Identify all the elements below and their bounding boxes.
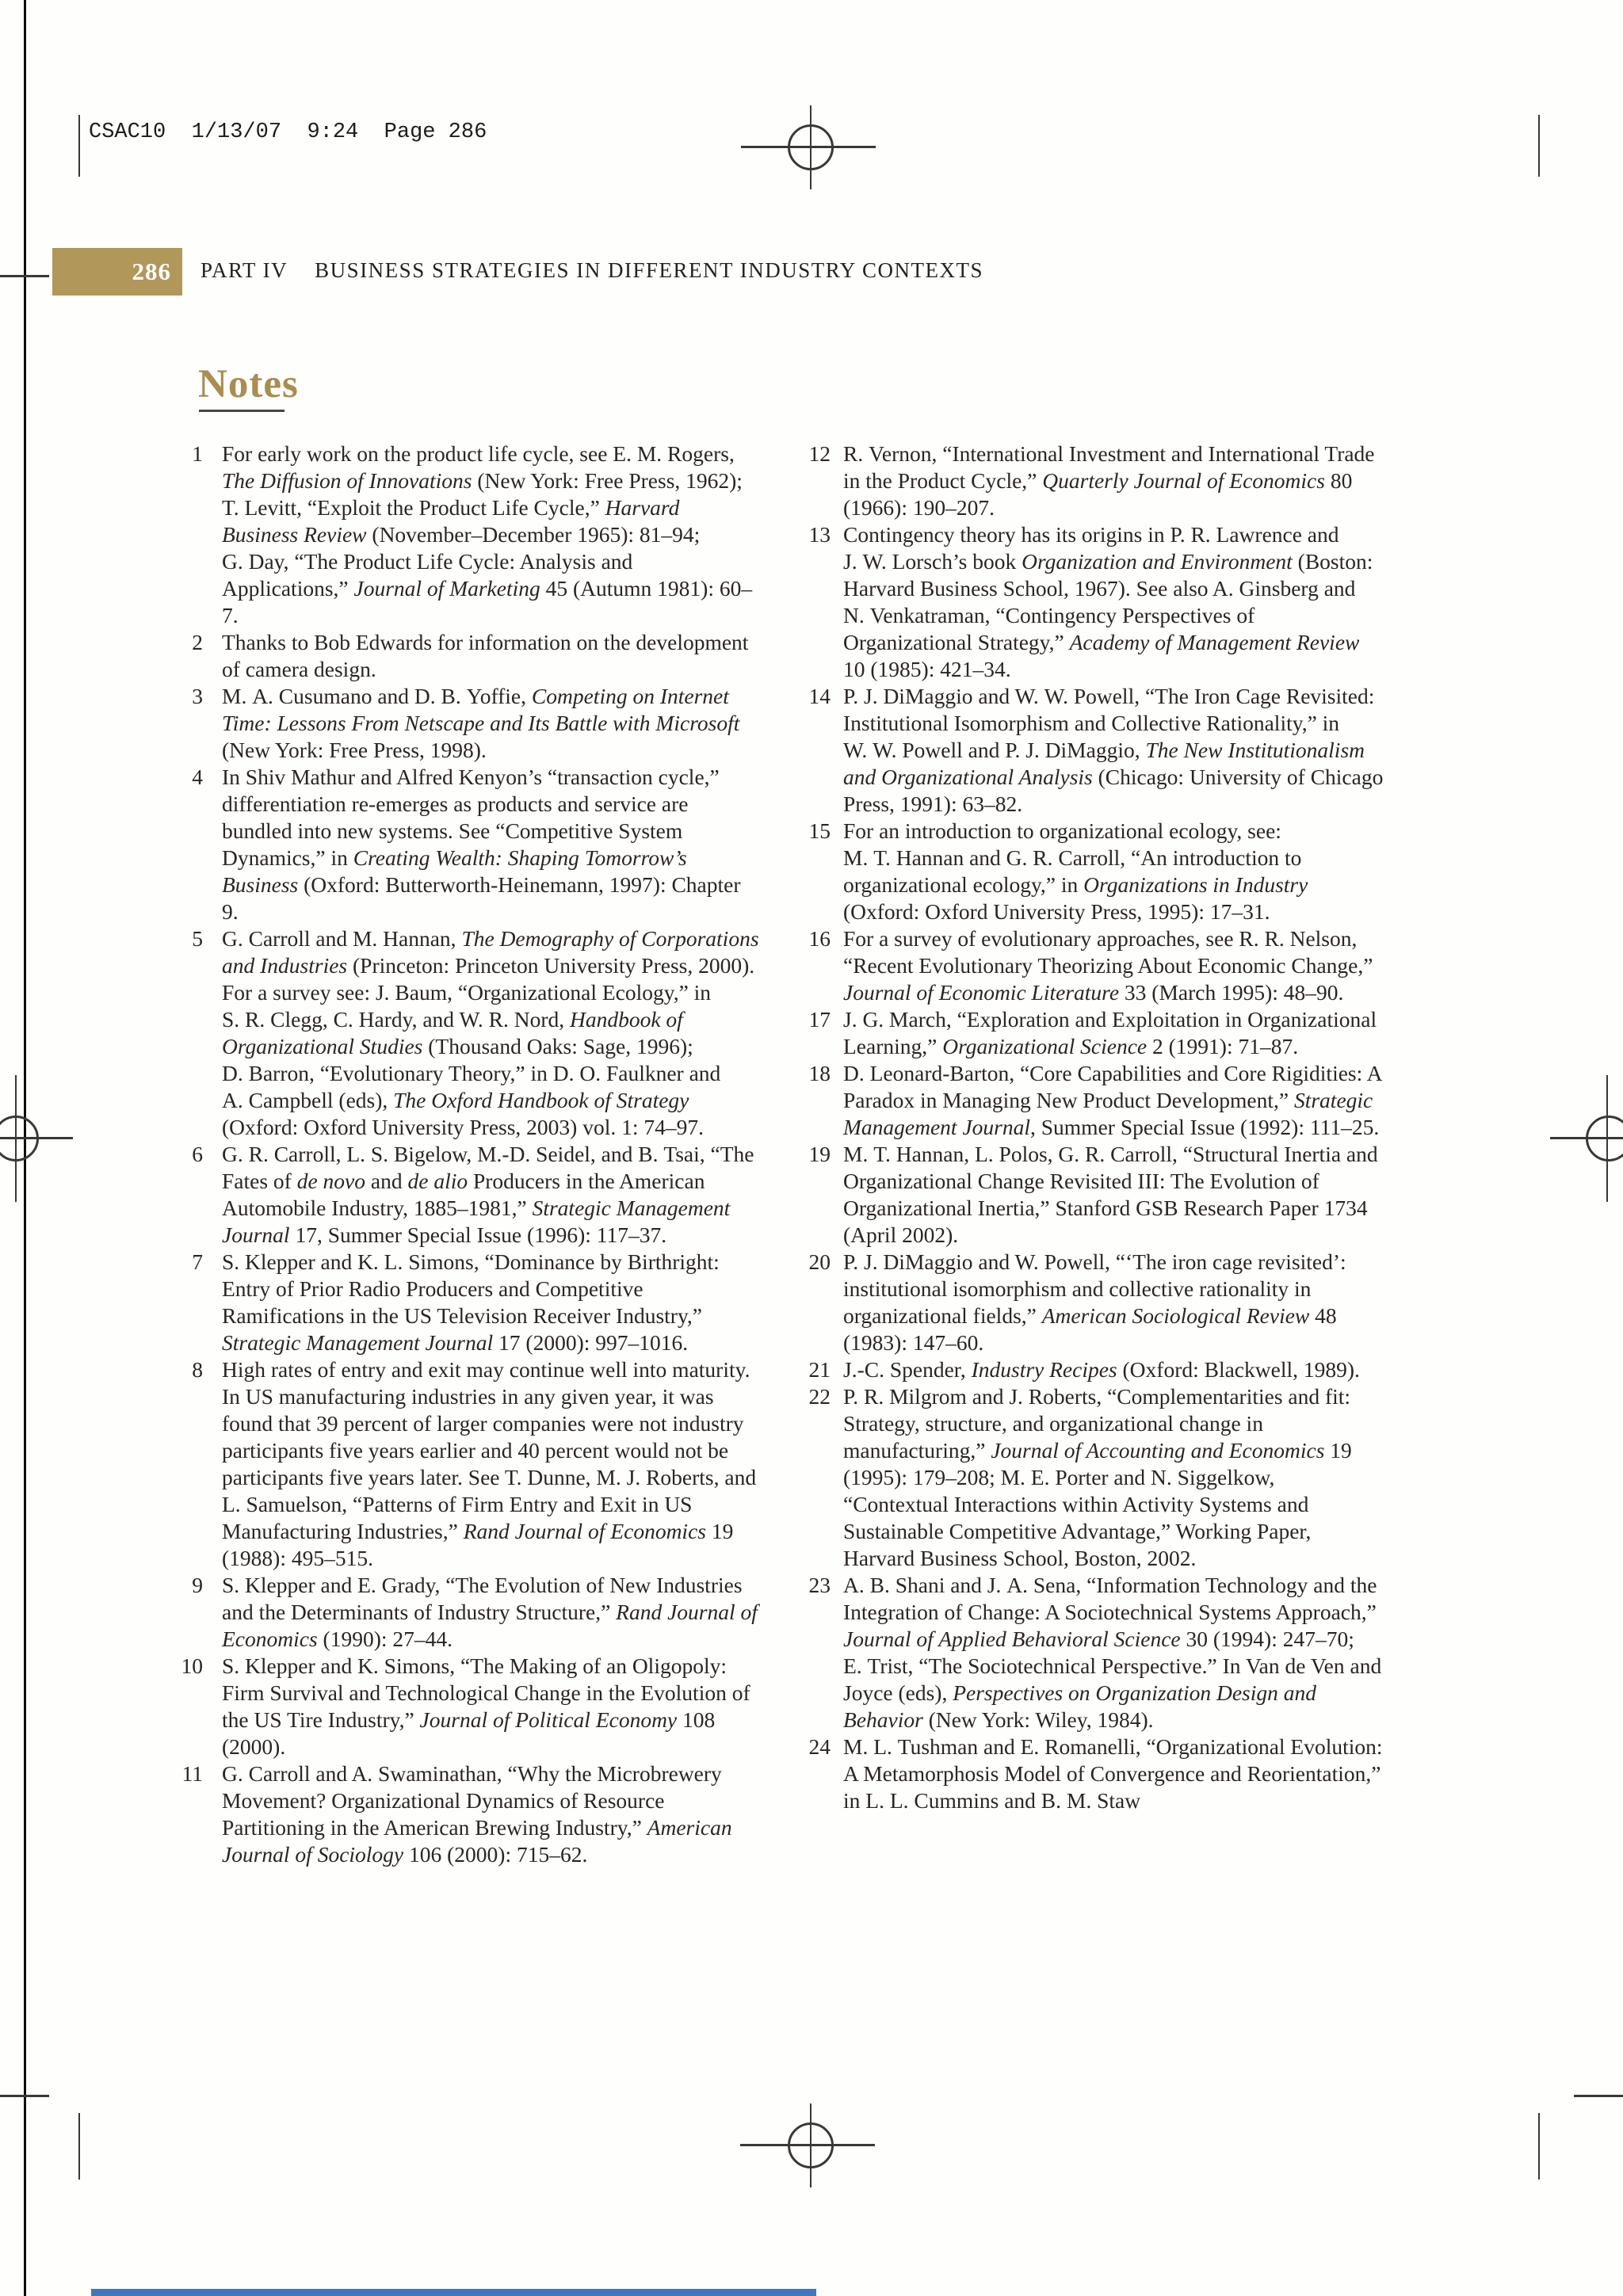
note-number: 3 [192,684,203,708]
bottom-scan-bar [91,2289,816,2296]
page-number-badge [52,248,182,296]
note-text: P. J. DiMaggio and W. W. Powell, “The Iron Cage Revisited: Institutional Isomorphism and Collective Rationality,” in W. W. Powell and P. J. DiMaggio, The New Institutionalism and Organizational Analysis (Chicago: University of Chicago Press, 1991): 63–82. [843,684,1384,816]
note-text: Thanks to Bob Edwards for information on the development of camera design. [222,630,749,681]
note-text: For a survey of evolutionary approaches, see R. R. Nelson, “Recent Evolutionary Theorizing About Economic Change,” Journal of Economic Literature 33 (March 1995): 48–90. [843,926,1373,1005]
section-title: Notes [198,362,299,406]
note-number: 21 [808,1357,831,1382]
notes-column-right [796,441,1385,1814]
note-item [796,683,1385,818]
note-item [168,1356,761,1572]
note-number: 20 [808,1249,831,1274]
notes-column-left [168,441,761,1868]
trim-tick-bottom-right [1574,2095,1623,2097]
note-text: R. Vernon, “International Investment and International Trade in the Product Cycle,” Quarterly Journal of Economics 80 (1966): 190–207. [843,441,1375,520]
note-item [168,629,761,683]
note-item [168,683,761,764]
note-item [796,1383,1385,1572]
note-number: 22 [808,1384,831,1409]
crop-mark-bottom-right [1538,2113,1540,2180]
note-item [796,1249,1385,1356]
note-item [168,1653,761,1760]
printer-slug: CSAC10 1/13/07 9:24 Page 286 [89,120,487,144]
note-number: 5 [192,926,203,951]
note-number: 18 [808,1061,831,1085]
note-text: M. A. Cusumano and D. B. Yoffie, Competing on Internet Time: Lessons From Netscape and Its Battle with Microsoft (New York: Free Press, 1998). [222,684,740,762]
note-text: For early work on the product life cycle, see E. M. Rogers, The Diffusion of Innovations (New York: Free Press, 1962); T. Levitt, “Exploit the Product Life Cycle,” Harvard Business Review (November–December 1965): 81–94; G. Day, “The Product Life Cycle: Analysis and Applications,” Journal of Marketing 45 (Autumn 1981): 60–7. [222,441,753,627]
crop-mark-top-left [78,115,80,177]
note-text: S. Klepper and K. Simons, “The Making of an Oligopoly: Firm Survival and Technological Change in the Evolution of the US Tire Industry,” Journal of Political Economy 108 (2000). [222,1653,750,1759]
note-number: 10 [181,1653,203,1678]
note-text: G. Carroll and A. Swaminathan, “Why the Microbrewery Movement? Organizational Dynamics of Resource Partitioning in the American Brewing Industry,” American Journal of Sociology 106 (2000): 715–62. [222,1761,732,1867]
note-number: 17 [808,1007,831,1032]
note-text: Contingency theory has its origins in P. R. Lawrence and J. W. Lorsch’s book Organization and Environment (Boston: Harvard Business School, 1967). See also A. Ginsberg and N. Venkatraman, “Contingency Perspectives of Organizational Strategy,” Academy of Management Review 10 (1985): 421–34. [843,522,1373,681]
note-text: S. Klepper and K. L. Simons, “Dominance by Birthright: Entry of Prior Radio Producers and Competitive Ramifications in the US Television Receiver Industry,” Strategic Management Journal 17 (2000): 997–1016. [222,1249,720,1355]
note-text: G. Carroll and M. Hannan, The Demography of Corporations and Industries (Princeton: Princeton University Press, 2000). For a survey see: J. Baum, “Organizational Ecology,” in S. R. Clegg, C. Hardy, and W. R. Nord, Handbook of Organizational Studies (Thousand Oaks: Sage, 1996); D. Barron, “Evolutionary Theory,” in D. O. Faulkner and A. Campbell (eds), The Oxford Handbook of Strategy (Oxford: Oxford University Press, 2003) vol. 1: 74–97. [222,926,759,1139]
note-item [796,1733,1385,1814]
section-title-rule [199,410,285,412]
note-text: D. Leonard-Barton, “Core Capabilities and Core Rigidities: A Paradox in Managing New Product Development,” Strategic Management Journal, Summer Special Issue (1992): 111–25. [843,1061,1381,1139]
page-number: 286 [132,257,171,285]
note-number: 2 [192,630,203,654]
note-text: A. B. Shani and J. A. Sena, “Information Technology and the Integration of Change: A Sociotechnical Systems Approach,” Journal of Applied Behavioral Science 30 (1994): 247–70; E. Trist, “The Sociotechnical Perspective.” In Van de Ven and Joyce (eds), Perspectives on Organization Design and Behavior (New York: Wiley, 1984). [843,1573,1382,1732]
note-number: 6 [192,1142,203,1166]
note-item [796,521,1385,683]
crop-mark-bottom-left [78,2113,80,2180]
note-item [796,1060,1385,1141]
crop-mark-top-right [1538,115,1540,177]
note-item [168,1572,761,1653]
note-number: 7 [192,1249,203,1274]
note-text: G. R. Carroll, L. S. Bigelow, M.-D. Seidel, and B. Tsai, “The Fates of de novo and de alio Producers in the American Automobile Industry, 1885–1981,” Strategic Management Journal 17, Summer Special Issue (1996): 117–37. [222,1142,754,1247]
note-text: J. G. March, “Exploration and Exploitation in Organizational Learning,” Organizational Science 2 (1991): 71–87. [843,1007,1377,1058]
note-number: 11 [181,1761,203,1786]
trim-tick-top-left [0,275,49,277]
note-number: 15 [808,818,831,843]
part-label: PART IV [200,258,288,282]
note-text: P. R. Milgrom and J. Roberts, “Complementarities and fit: Strategy, structure, and organizational change in manufacturing,” Journal of Accounting and Economics 19 (1995): 179–208; M. E. Porter and N. Siggelkow, “Contextual Interactions within Activity Systems and Sustainable Competitive Advantage,” Working Paper, Harvard Business School, Boston, 2002. [843,1384,1352,1570]
note-item [796,441,1385,521]
note-item [796,1141,1385,1249]
note-number: 14 [808,684,831,708]
note-item [796,1572,1385,1733]
note-text: S. Klepper and E. Grady, “The Evolution of New Industries and the Determinants of Industry Structure,” Rand Journal of Economics (1990): 27–44. [222,1573,758,1651]
note-item [168,1141,761,1249]
note-text: M. T. Hannan, L. Polos, G. R. Carroll, “Structural Inertia and Organizational Change Revisited III: The Evolution of Organizational Inertia,” Stanford GSB Research Paper 1734 (April 2002). [843,1142,1378,1247]
note-number: 1 [192,441,203,466]
note-number: 13 [808,522,831,547]
note-number: 4 [192,765,203,789]
note-number: 12 [808,441,831,466]
trim-tick-bottom-left [0,2095,49,2097]
note-number: 9 [192,1573,203,1597]
note-number: 16 [808,926,831,951]
note-text: High rates of entry and exit may continue well into maturity. In US manufacturing industries in any given year, it was found that 39 percent of larger companies were not industry participants five years earlier and 40 percent would not be participants five years later. See T. Dunne, M. J. Roberts, and L. Samuelson, “Patterns of Firm Entry and Exit in US Manufacturing Industries,” Rand Journal of Economics 19 (1988): 495–515. [222,1357,757,1570]
part-title: BUSINESS STRATEGIES IN DIFFERENT INDUSTRY CONTEXTS [315,258,983,282]
note-number: 8 [192,1357,203,1382]
note-text: J.-C. Spender, Industry Recipes (Oxford: Blackwell, 1989). [843,1357,1360,1382]
note-text: P. J. DiMaggio and W. Powell, “‘The iron cage revisited’: institutional isomorphism and collective rationality in organizational fields,” American Sociological Review 48 (1983): 147–60. [843,1249,1346,1355]
note-item [796,818,1385,925]
note-item [796,925,1385,1006]
note-item [168,1760,761,1868]
note-number: 19 [808,1142,831,1166]
note-item [168,441,761,629]
note-text: M. L. Tushman and E. Romanelli, “Organizational Evolution: A Metamorphosis Model of Convergence and Reorientation,” in L. L. Cummins and B. M. Staw [843,1734,1383,1813]
note-item [168,925,761,1141]
note-item [796,1356,1385,1383]
note-number: 23 [808,1573,831,1597]
note-item [168,764,761,925]
note-text: In Shiv Mathur and Alfred Kenyon’s “transaction cycle,” differentiation re-emerges as products and service are bundled into new systems. See “Competitive System Dynamics,” in Creating Wealth: Shaping Tomorrow’s Business (Oxford: Butterworth-Heinemann, 1997): Chapter 9. [222,765,741,924]
note-text: For an introduction to organizational ecology, see: M. T. Hannan and G. R. Carroll, “An introduction to organizational ecology,” in Organizations in Industry (Oxford: Oxford University Press, 1995): 17–31. [843,818,1308,924]
note-number: 24 [808,1734,831,1759]
running-head [200,258,983,283]
note-item [168,1249,761,1356]
note-item [796,1006,1385,1060]
